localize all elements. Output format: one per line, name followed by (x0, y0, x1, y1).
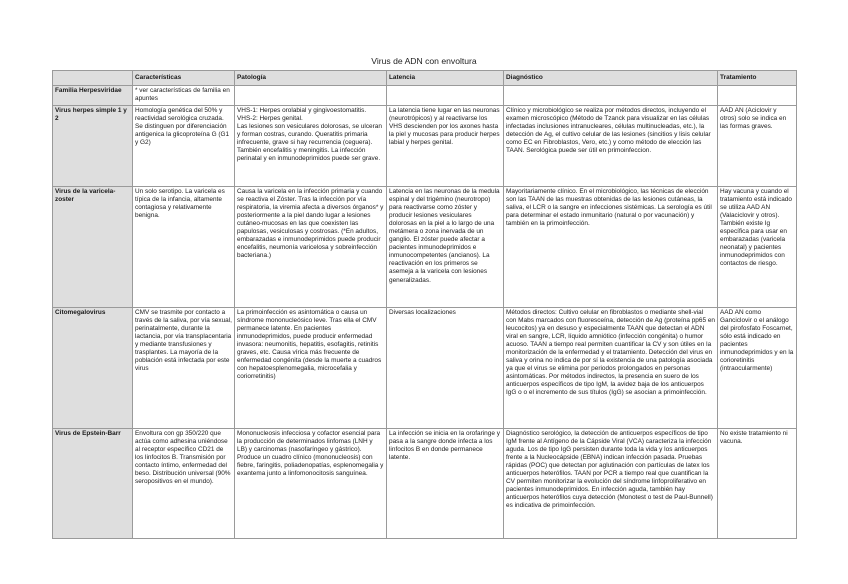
cell-caracteristicas: Un solo serotipo. La varicela es típica de la infancia, altamente contagiosa y relativamente benigna. (133, 187, 235, 308)
cell-tratamiento: No existe tratamiento ni vacuna. (718, 429, 797, 539)
cell-latencia: La infección se inicia en la orofaringe y pasa a la sangre donde infecta a los linfocitos B en donde permanece latente. (387, 429, 504, 539)
cell-diagnostico: Clínico y microbiológico se realiza por métodos directos, incluyendo el examen microscópico (Método de Tzanck para visualizar en las células infectadas inclusiones intranucleares, células multinucleadas, etc.), la detección de Ag, el cultivo celular de las lesiones (sincitios y lisis celular como EC en Fibroblastos, Vero, etc.) y como método de elección las TAAN. Serológica puede ser útil en primoinfeccion. (504, 106, 718, 187)
cell-caracteristicas: CMV se trasmite por contacto a través de la saliva, por vía sexual, perinatalmente, durante la lactancia, por vía transplacentaria y mediante transfusiones y trasplantes. La mayoría de la población está infectada por este virus (133, 308, 235, 429)
cell-tratamiento: AAD AN (Aciclovir y otros) solo se indica en las formas graves. (718, 106, 797, 187)
cell-caracteristicas: Envoltura con gp 350/220 que actúa como adhesina uniéndose al receptor específico CD21 de los linfocitos B. Transmisión por contacto íntimo, enfermedad del beso. Distribución universal (90% seropositivos en el mundo). (133, 429, 235, 539)
document-title: Virus de ADN con envoltura (371, 56, 477, 66)
cell-patologia: Causa la varicela en la infección primaria y cuando se reactiva el Zóster. Tras la infección por vía respiratoria, la viremia afecta a diversos órganos* y posteriormente a la piel dando lugar a lesiones cutáneo-mucosas en las que coexisten las papulosas, vesiculosas y costrosas. (*En adultos, embarazadas e inmunodeprimidos puede producir encefalitis, neumonía varicelosa y sobreinfección bacteriana.) (235, 187, 387, 308)
table-row (53, 86, 797, 106)
table-row (53, 308, 797, 429)
table-row (53, 429, 797, 539)
row-label: Virus de Epstein-Barr (53, 429, 133, 539)
table-header-row (53, 71, 797, 86)
cell-latencia (387, 86, 504, 106)
cell-diagnostico: Mayoritariamente clínico. En el microbiológico, las técnicas de elección son las TAAN de las muestras obtenidas de las lesiones cutáneas, la saliva, el LCR o la sangre en infecciones sistémicas. La serología es útil para determinar el estado inmunitario (natural o por vacunación) y también en la primoinfección. (504, 187, 718, 308)
row-label: Familia Herpesviridae (53, 86, 133, 106)
row-label: Virus de la varicela-zoster (53, 187, 133, 308)
header-latencia: Latencia (387, 71, 504, 86)
cell-patologia: La primoinfección es asintomática o causa un síndrome mononucleósico leve. Tras ella el CMV permanece latente. En pacientes inmunodeprimidos, puede producir enfermedad invasora: neumonitis, hepatitis, esofagitis, retinitis graves, etc. Causa vírica más frecuente de enfermedad congénita (desde la muerte a cuadros con hepatoesplenomegalia, microcefalia y coriorretinitis) (235, 308, 387, 429)
header-cell-empty (53, 71, 133, 86)
table-row (53, 187, 797, 308)
cell-latencia: Latencia en las neuronas de la medula espinal y del trigémino (neurotropo) para reactivarse como zóster y producir lesiones vesiculares dolorosas en la piel a lo largo de una metámera o zona inervada de un ganglio. El zóster puede afectar a pacientes inmunodeprimidos e inmunocompetentes (ancianos). La reactivación en los primeros se asemeja a la varicela con lesiones generalizadas. (387, 187, 504, 308)
header-patologia: Patología (235, 71, 387, 86)
cell-caracteristicas: * ver características de familia en apuntes (133, 86, 235, 106)
cell-latencia: Diversas localizaciones (387, 308, 504, 429)
row-label: Citomegalovirus (53, 308, 133, 429)
cell-diagnostico: Diagnóstico serológico, la detección de anticuerpos específicos de tipo IgM frente al Antígeno de la Cápside Viral (VCA) caracteriza la infección aguda. Los de tipo IgG persisten durante toda la vida y los anticuerpos frente a la Nucleocápside (EBNA) indican infección pasada. Pruebas rápidas (POC) que detectan por aglutinación con partículas de latex los anticuerpos heterófilos. TAAN por PCR a tiempo real que cuantifican la CV permiten monitorizar la evolución del síndrome linfoproliferativo en pacientes inmunodeprimidos. En infección aguda, también hay anticuerpos heterófilos cuya detección (Monotest o test de Paul-Bunnell) es indicativa de primoinfección. (504, 429, 718, 539)
cell-latencia: La latencia tiene lugar en las neuronas (neurotrópicos) y al reactivarse los VHS descienden por los axones hasta la piel y mucosas para producir herpes labial y herpes genital. (387, 106, 504, 187)
row-label: Virus herpes simple 1 y 2 (53, 106, 133, 187)
cell-tratamiento (718, 86, 797, 106)
cell-patologia (235, 86, 387, 106)
table-row (53, 106, 797, 187)
cell-patologia: VHS-1: Herpes orolabial y gingivoestomatitis. VHS-2: Herpes genital. Las lesiones son vesiculares dolorosas, se ulceran y forman costras, curando. Queratitis primaria infrecuente, grave si hay recurrencia (ceguera). También encefalitis y meningitis. La infección perinatal y en inmunodeprimidos puede ser grave. (235, 106, 387, 187)
header-tratamiento: Tratamiento (718, 71, 797, 86)
virus-table (52, 70, 797, 539)
header-diagnostico: Diagnóstico (504, 71, 718, 86)
cell-diagnostico (504, 86, 718, 106)
header-caracteristicas: Características (133, 71, 235, 86)
cell-patologia: Mononucleosis infecciosa y cofactor esencial para la producción de determinados linfomas (LNH y LB) y carcinomas (nasofaríngeo y gástrico). Produce un cuadro clínico (mononucleosis) con fiebre, faringitis, poliadenopatías, esplenomegalia y exantema junto a linfomonocitosis sanguínea. (235, 429, 387, 539)
cell-caracteristicas: Homología genética del 50% y reactividad serológica cruzada. Se distinguen por diferenciación antigenica la glicoproteína G (G1 y G2) (133, 106, 235, 187)
cell-tratamiento: AAD AN como Ganciclovir o el análogo del pirofosfato Foscarnet, sólo está indicado en pacientes inmunodeprimidos y en la corioretinitis (intraocularmente) (718, 308, 797, 429)
cell-tratamiento: Hay vacuna y cuando el tratamiento está indicado se utiliza AAD AN (Valaciclovir y otros). También existe Ig específica para usar en embarazadas (varicela neonatal) y pacientes inmunodeprimidos con contactos de riesgo. (718, 187, 797, 308)
cell-diagnostico: Métodos directos: Cultivo celular en fibroblastos o mediante shell-vial con Mabs marcados con fluoresceína, detección de Ag (proteína pp65 en leucocitos) ya en desuso y especialmente TAAN que detectan el ADN viral en sangre, LCR, líquido amniótico (infección congénita) o humor acuoso. TAAN a tiempo real permiten cuantificar la CV y son útiles en la monitorización de la enfermedad y el tratamiento. Detección del virus en saliva y orina no indica de por sí la existencia de una patología asociada ya que el virus se elimina por periodos prolongados en personas asintomáticas. Por métodos indirectos, la presencia en suero de los anticuerpos específicos de tipo IgM, la avidez baja de los anticuerpos IgG o o el incremento de sus títulos (IgG) se asocian a primoinfección. (504, 308, 718, 429)
